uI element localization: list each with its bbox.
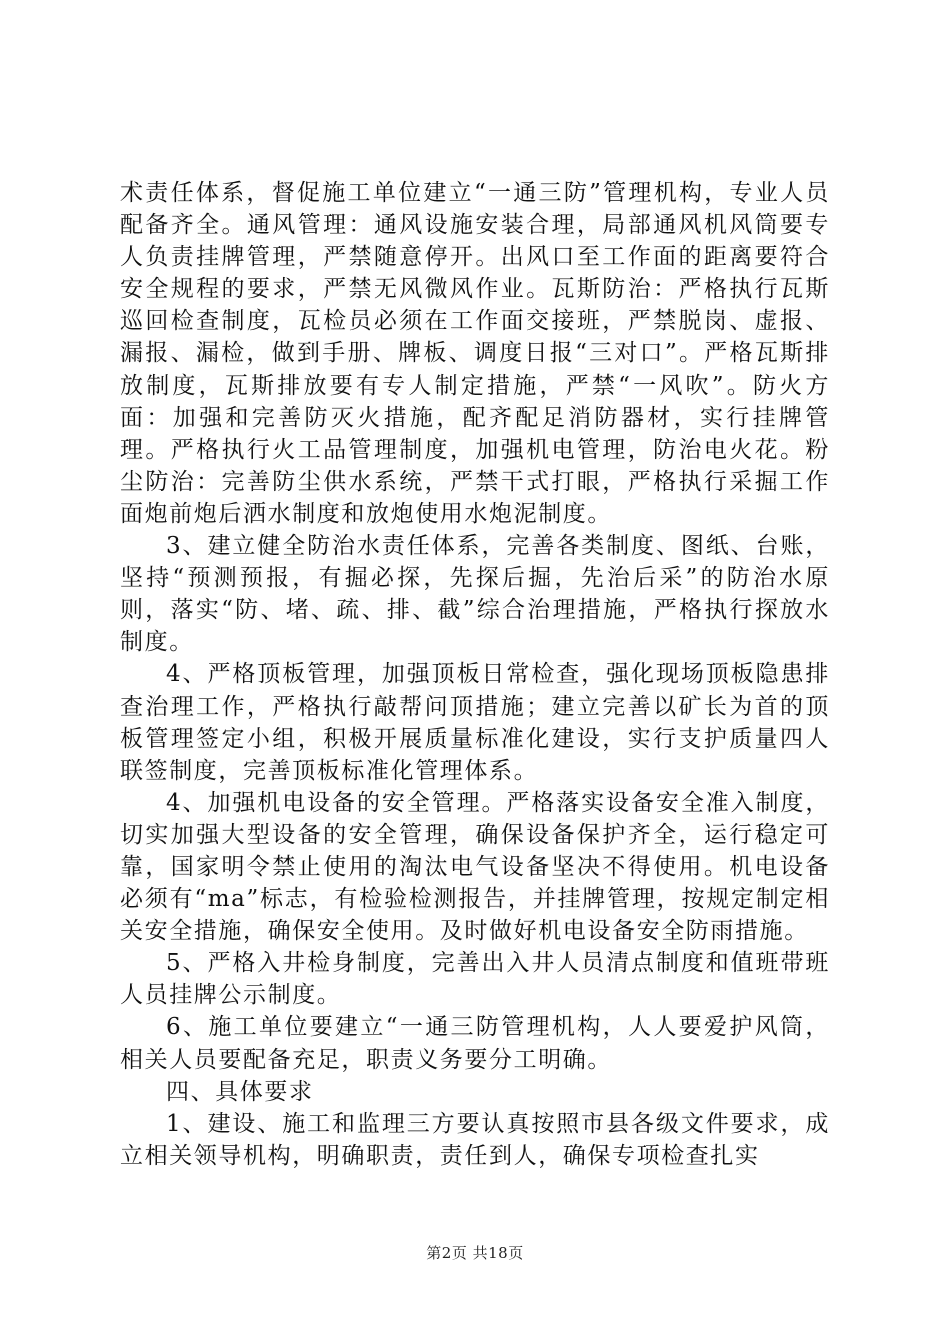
paragraph-item-4-electromechanical: 4、加强机电设备的安全管理。严格落实设备安全准入制度，切实加强大型设备的安全管理，确保设备保护齐全，运行稳定可靠，国家明令禁止使用的淘汰电气设备坚决不得使用。机电设备必须有“ma”标志，有检验检测报告，并挂牌管理，按规定制定相关安全措施，确保安全使用。及时做好机电设备安全防雨措施。 (120, 789, 830, 945)
paragraph-requirement-1: 1、建设、施工和监理三方要认真按照市县各级文件要求，成立相关领导机构，明确职责，责任到人，确保专项检查扎实 (120, 1110, 830, 1169)
paragraph-item-3: 3、建立健全防治水责任体系，完善各类制度、图纸、台账，坚持“预测预报，有掘必探，先探后掘，先治后采”的防治水原则，落实“防、堵、疏、排、截”综合治理措施，严格执行探放水制度。 (120, 533, 830, 656)
paragraph-item-5: 5、严格入井检身制度，完善出入井人员清点制度和值班带班人员挂牌公示制度。 (120, 950, 830, 1009)
paragraph-item-4-roof: 4、严格顶板管理，加强顶板日常检查，强化现场顶板隐患排查治理工作，严格执行敲帮问顶措施；建立完善以矿长为首的顶板管理签定小组，积极开展质量标准化建设，实行支护质量四人联签制度，完善顶板标准化管理体系。 (120, 661, 830, 784)
section-heading-specific-requirements: 四、具体要求 (166, 1078, 314, 1105)
page-number-footer: 第2页 共18页 (426, 1244, 524, 1262)
paragraph-continued: 术责任体系，督促施工单位建立“一通三防”管理机构，专业人员配备齐全。通风管理：通风设施安装合理，局部通风机风筒要专人负责挂牌管理，严禁随意停开。出风口至工作面的距离要符合安全规程的要求，严禁无风微风作业。瓦斯防治：严格执行瓦斯巡回检查制度，瓦检员必须在工作面交接班，严禁脱岗、虚报、漏报、漏检，做到手册、牌板、调度日报“三对口”。严格瓦斯排放制度，瓦斯排放要有专人制定措施，严禁“一风吹”。防火方面：加强和完善防灭火措施，配齐配足消防器材，实行挂牌管理。严格执行火工品管理制度，加强机电管理，防治电火花。粉尘防治：完善防尘供水系统，严禁干式打眼，严格执行采掘工作面炮前炮后洒水制度和放炮使用水炮泥制度。 (120, 180, 830, 527)
paragraph-item-6: 6、施工单位要建立“一通三防管理机构，人人要爱护风筒，相关人员要配备充足，职责义务要分工明确。 (120, 1014, 830, 1073)
document-body (120, 177, 830, 1172)
